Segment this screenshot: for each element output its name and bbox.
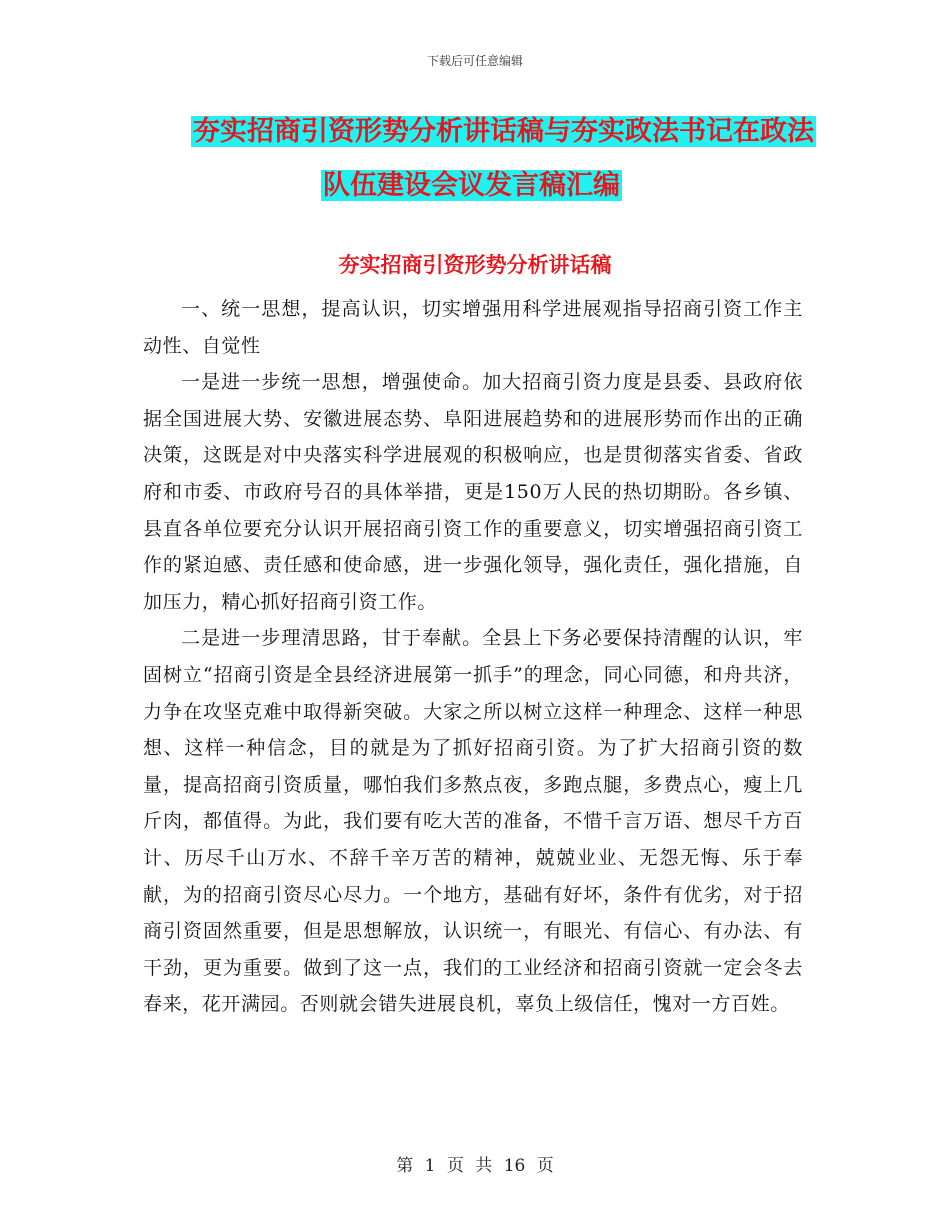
document-body bbox=[143, 291, 803, 1023]
paragraph: 一是进一步统一思想，增强使命。加大招商引资力度是县委、县政府依据全国进展大势、安徽进展态势、阜阳进展趋势和的进展形势而作出的正确决策，这既是对中央落实科学进展观的积极响应，也是贯彻落实省委、省政府和市委、市政府号召的具体举措，更是150万人民的热切期盼。各乡镇、县直各单位要充分认识开展招商引资工作的重要意义，切实增强招商引资工作的紧迫感、责任感和使命感，进一步强化领导，强化责任，强化措施，自加压力，精心抓好招商引资工作。 bbox=[143, 371, 803, 613]
paragraph: 一、统一思想，提高认识，切实增强用科学进展观指导招商引资工作主动性、自觉性 bbox=[143, 298, 803, 357]
title-line-2: 队伍建设会议发言稿汇编 bbox=[323, 170, 620, 201]
page-number-footer: 第 1 页 共 16 页 bbox=[396, 1156, 554, 1176]
page-header-note: 下载后可任意编辑 bbox=[426, 54, 523, 68]
title-line-1: 夯实招商引资形势分析讲话稿与夯实政法书记在政法 bbox=[193, 116, 814, 147]
paragraph: 二是进一步理清思路，甘于奉献。全县上下务必要保持清醒的认识，牢固树立“招商引资是全县经济进展第一抓手”的理念，同心同德，和舟共济，力争在攻坚克难中取得新突破。大家之所以树立这样一种理念、这样一种思想、这样一种信念，目的就是为了抓好招商引资。为了扩大招商引资的数量，提高招商引资质量，哪怕我们多熬点夜，多跑点腿，多费点心，瘦上几斤肉，都值得。为此，我们要有吃大苦的准备，不惜千言万语、想尽千方百计、历尽千山万水、不辞千辛万苦的精神，兢兢业业、无怨无悔、乐于奉献，为的招商引资尽心尽力。一个地方，基础有好坏，条件有优劣，对于招商引资固然重要，但是思想解放，认识统一，有眼光、有信心、有办法、有干劲，更为重要。做到了这一点，我们的工业经济和招商引资就一定会冬去春来，花开满园。否则就会错失进展良机，辜负上级信任，愧对一方百姓。 bbox=[143, 627, 803, 1016]
document-title bbox=[140, 110, 820, 208]
section-title: 夯实招商引资形势分析讲话稿 bbox=[338, 252, 612, 277]
